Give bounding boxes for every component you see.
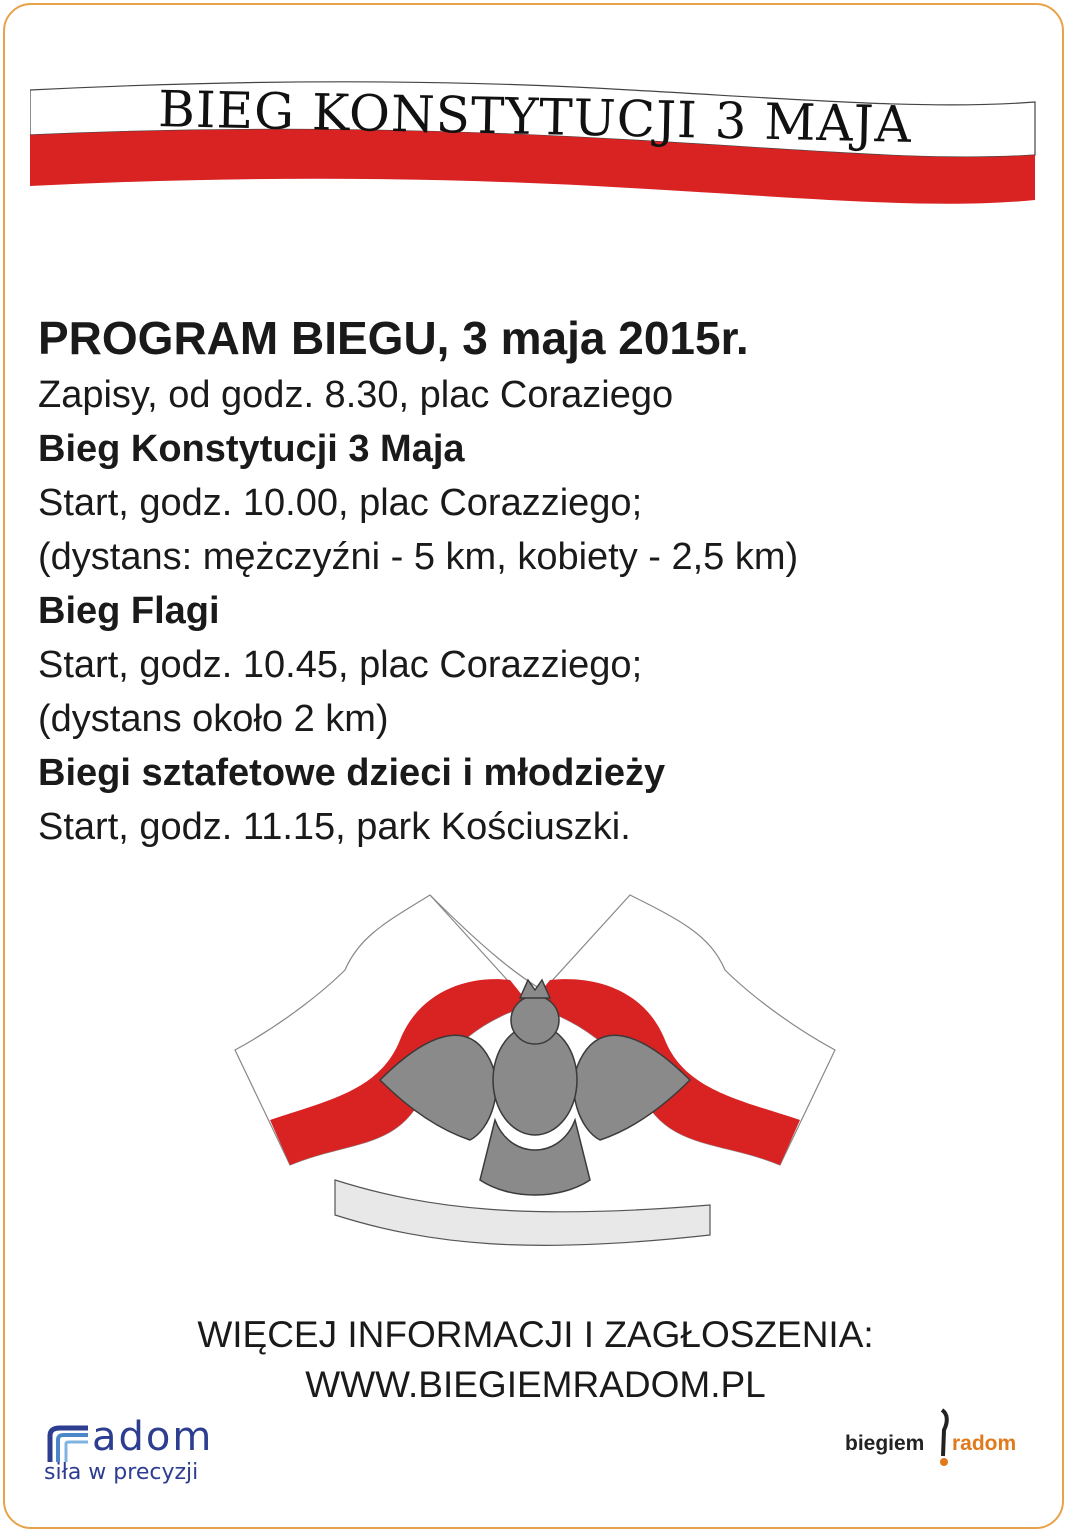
- website-link[interactable]: WWW.BIEGIEMRADOM.PL: [305, 1364, 766, 1405]
- biegiem-radom-logo: [840, 1408, 1040, 1488]
- program-line: Start, godz. 11.15, park Kościuszki.: [38, 806, 631, 848]
- program-line: Start, godz. 10.00, plac Corazziego;: [38, 482, 643, 524]
- banner-title: BIEG KONSTYTUCJI 3 MAJA: [157, 80, 913, 154]
- program-event-title: Biegi sztafetowe dzieci i młodzieży: [38, 752, 666, 794]
- program-line: (dystans: mężczyźni - 5 km, kobiety - 2,5 km): [38, 536, 799, 578]
- program-section: [38, 308, 1038, 854]
- flag-banner: [30, 80, 1040, 220]
- eagle-icon: [230, 890, 840, 1290]
- runner-mark-icon: [936, 1408, 952, 1468]
- eagle-flags-emblem: [230, 890, 840, 1290]
- info-heading: WIĘCEJ INFORMACJI I ZAGŁOSZENIA:: [197, 1314, 874, 1355]
- program-heading: PROGRAM BIEGU, 3 maja 2015r.: [38, 312, 749, 364]
- biegiem-word: biegiem: [845, 1432, 925, 1455]
- program-line: (dystans około 2 km): [38, 698, 389, 740]
- program-line: Zapisy, od godz. 8.30, plac Coraziego: [38, 374, 674, 416]
- footer-info: [0, 1310, 1071, 1410]
- radom-logo: [42, 1414, 262, 1490]
- radom-word: radom: [952, 1432, 1017, 1455]
- program-line: Start, godz. 10.45, plac Corazziego;: [38, 644, 643, 686]
- radom-logo-tagline: siła w precyzji: [44, 1460, 199, 1485]
- radom-r-icon: [44, 1424, 92, 1464]
- program-event-title: Bieg Flagi: [38, 590, 220, 632]
- program-event-title: Bieg Konstytucji 3 Maja: [38, 428, 465, 470]
- radom-logo-word: adom: [92, 1414, 214, 1460]
